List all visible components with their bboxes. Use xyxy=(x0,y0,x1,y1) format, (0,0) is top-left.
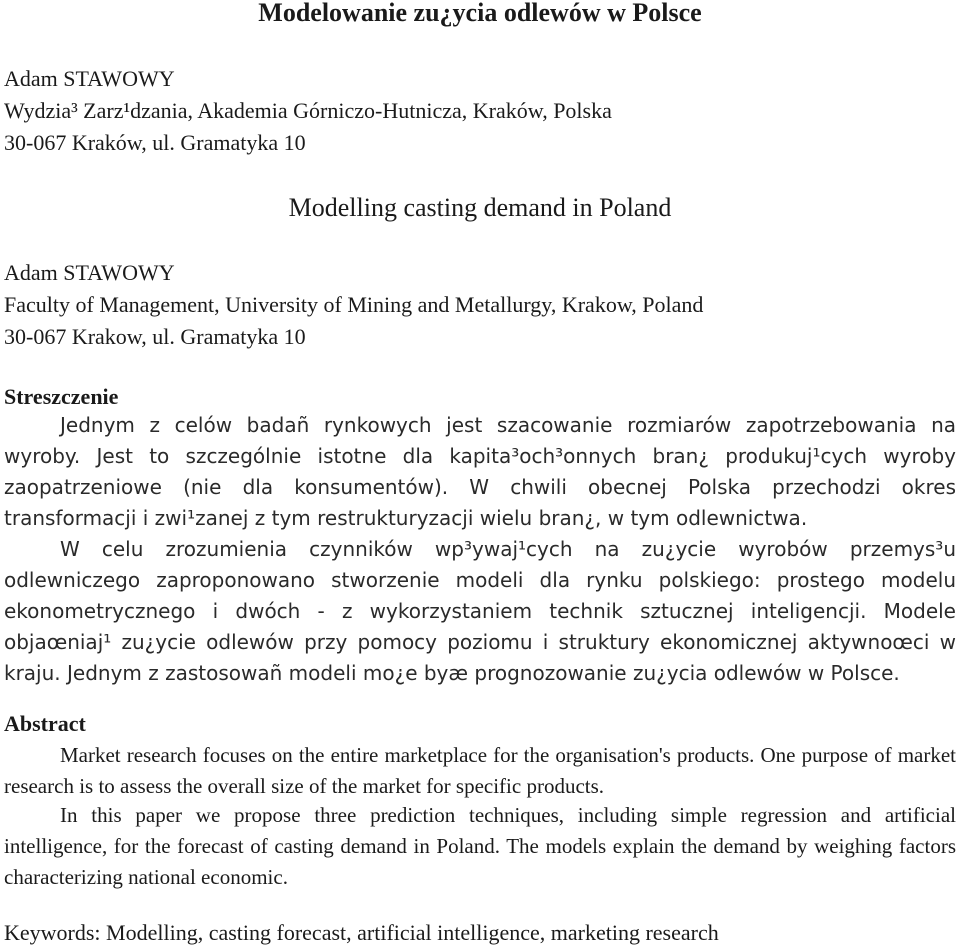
address-english: 30-067 Krakow, ul. Gramatyka 10 xyxy=(4,324,306,349)
streszczenie-paragraph-2 xyxy=(4,534,956,689)
affiliation-polish: Wydzia³ Zarz¹dzania, Akademia Górniczo-Hutnicza, Kraków, Polska xyxy=(4,98,612,123)
affiliation-english: Faculty of Management, University of Mining and Metallurgy, Krakow, Poland xyxy=(4,292,704,317)
title-polish: Modelowanie zu¿ycia odlewów w Polsce xyxy=(258,0,702,27)
streszczenie-paragraph-1 xyxy=(4,410,956,534)
author-polish: Adam STAWOWY xyxy=(4,66,175,91)
keywords: Keywords: Modelling, casting forecast, artificial intelligence, marketing research xyxy=(4,920,719,945)
address-polish: 30-067 Kraków, ul. Gramatyka 10 xyxy=(4,130,306,155)
streszczenie-paragraph-2-text: W celu zrozumienia czynników wp³ywaj¹cych na zu¿ycie wyrobów przemys³u odlewniczego zaproponowano stworzenie modeli dla rynku polskiego: prostego modelu ekonometrycznego i dwóch - z wykorzystaniem technik sztucznej inteligencji. Modele objaœniaj¹ zu¿ycie odlewów przy pomocy poziomu i struktury ekonomicznej aktywnoœci w kraju. Jednym z zastosowañ modeli mo¿e byæ prognozowanie zu¿ycia odlewów w Polsce. xyxy=(4,537,956,685)
author-english: Adam STAWOWY xyxy=(4,260,175,285)
abstract-paragraph-1-text: Market research focuses on the entire marketplace for the organisation's products. One purpose of market research is to assess the overall size of the market for specific products. xyxy=(4,743,956,798)
title-english: Modelling casting demand in Poland xyxy=(288,193,672,222)
abstract-heading: Abstract xyxy=(4,711,86,736)
streszczenie-heading: Streszczenie xyxy=(4,384,119,409)
streszczenie-paragraph-1-text: Jednym z celów badañ rynkowych jest szacowanie rozmiarów zapotrzebowania na wyroby. Jest to szczególnie istotne dla kapita³och³onnych bran¿ produkuj¹cych wyroby zaopatrzeniowe (nie dla konsumentów). W chwili obecnej Polska przechodzi okres transformacji i zwi¹zanej z tym restrukturyzacji wielu bran¿, w tym odlewnictwa. xyxy=(4,413,956,530)
abstract-paragraph-1 xyxy=(4,740,956,802)
abstract-paragraph-2-text: In this paper we propose three prediction techniques, including simple regression and artificial intelligence, for the forecast of casting demand in Poland. The models explain the demand by weighing factors characterizing national economic. xyxy=(4,803,956,889)
abstract-paragraph-2 xyxy=(4,800,956,893)
